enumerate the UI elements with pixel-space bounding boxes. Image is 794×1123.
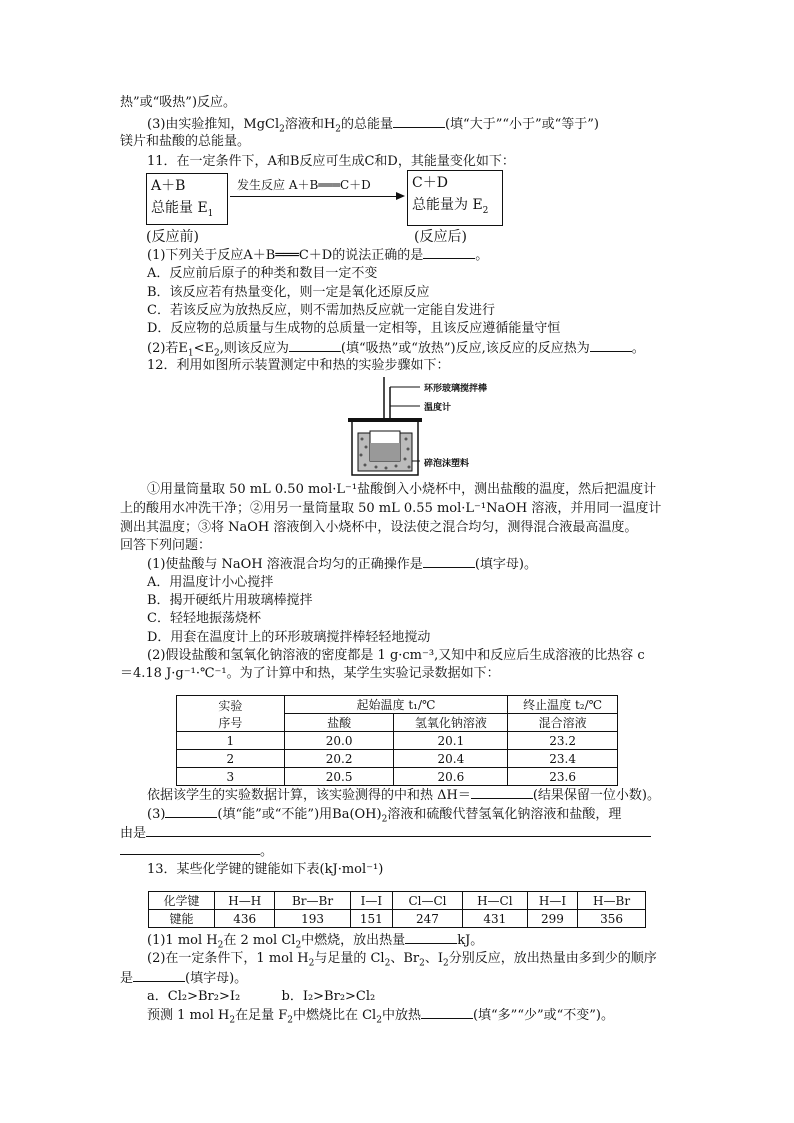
question-11-stem: 11．在一定条件下，A和B反应可生成C和D，其能量变化如下： (147, 154, 515, 169)
table-row: 1 20.0 20.1 23.2 (177, 732, 618, 750)
table-row: 3 20.5 20.6 23.6 (177, 768, 618, 786)
q12-option-a: A．用温度计小心搅拌 (147, 575, 274, 590)
procedure-line-4: 回答下列问题： (120, 538, 212, 553)
table-row: 键能 436 193 151 247 431 299 356 (149, 910, 646, 928)
products-box: C＋D 总能量为 $E_2$ (407, 170, 503, 226)
table-row: 2 20.2 20.4 23.4 (177, 750, 618, 768)
procedure-line-3: 测出其温度；③将 NaOH 溶液倒入小烧杯中，设法使之混合均匀，测得混合液最高温度。 (120, 520, 638, 535)
label-foam: 碎泡沫塑料 (424, 459, 470, 469)
temperature-table (176, 695, 618, 786)
question-10-part3: (3)由实验推知，MgCl$_2$溶液和$H_2$的总能量 (填“大于”“小于”或“等于”) (147, 117, 600, 135)
q13-options: a．Cl₂>Br₂>I₂ b．I₂>Br₂>Cl₂ (147, 989, 376, 1004)
procedure-line-2: 上的酸用水冲洗干净；②用另一量筒量取 50 mL 0.55 mol·L⁻¹NaOH 溶液，并用同一温度计 (120, 501, 662, 516)
q11-option-a: A．反应前后原子的种类和数目一定不变 (147, 266, 378, 281)
line-3: 镁片和盐酸的总能量。 (120, 134, 251, 149)
question-12-part2-cont: ＝4.18 J·g⁻¹·℃⁻¹。为了计算中和热，某学生实验记录数据如下： (120, 666, 500, 681)
question-13-part3: 预测 1 mol $H_2$在足量 $F_2$中燃烧比在 $Cl_2$中放热 (填“多”“少”或“不变”)。 (147, 1008, 614, 1026)
header-mix: 混合溶液 (508, 714, 618, 732)
label-thermometer: 温度计 (424, 403, 452, 413)
reactants-caption: (反应前) (146, 229, 199, 245)
q11-option-c: C．若该反应为放热反应，则不需加热反应就一定能自发进行 (147, 303, 495, 318)
reactants-box: A＋B 总能量 $E_1$ (146, 173, 228, 225)
q12-option-c: C．轻轻地振荡烧杯 (147, 611, 261, 626)
line-1: 热”或“吸热”)反应。 (120, 95, 237, 110)
question-12-stem: 12．利用如图所示装置测定中和热的实验步骤如下： (147, 358, 450, 373)
bond-energy-table (148, 891, 646, 928)
header-naoh: 氢氧化钠溶液 (394, 714, 508, 732)
arrow-head-icon (396, 192, 405, 200)
products-caption: (反应后) (414, 229, 467, 245)
question-13-part1: (1)1 mol $H_2$在 2 mol $Cl_2$中燃烧，放出热量 kJ。 (147, 933, 484, 951)
q11-option-d: D．反应物的总质量与生成物的总质量一定相等，且该反应遵循能量守恒 (147, 321, 561, 336)
question-11-part1: (1)下列关于反应A＋B═══C＋D的说法正确的是 。 (147, 248, 489, 263)
q11-option-b: B．该反应若有热量变化，则一定是氧化还原反应 (147, 285, 430, 300)
procedure-line-1: ①用量筒量取 50 mL 0.50 mol·L⁻¹盐酸倒入小烧杯中，测出盐酸的温度，然后把温度计 (147, 482, 657, 497)
header-end-temp: 终止温度 t₂/℃ (508, 696, 618, 714)
question-13-stem: 13．某些化学键的键能如下表(kJ·mol⁻¹) (147, 862, 384, 877)
question-13-part2-cont: 是 (填字母)。 (120, 971, 248, 986)
question-12-reason-cont: 。 (120, 842, 273, 861)
q12-option-d: D．用套在温度计上的环形玻璃搅拌棒轻轻地搅动 (147, 630, 431, 645)
question-12-reason: 由是 (120, 824, 651, 843)
header-start-temp: 起始温度 t₁/℃ (284, 696, 508, 714)
reaction-arrow-label: 发生反应 A＋B═══C＋D (237, 178, 371, 192)
question-13-part2: (2)在一定条件下，1 mol $H_2$与足量的 $Cl_2$、$Br_2$、$I_2$分别反应，放出热量由多到少的顺序 (147, 951, 657, 969)
header-exp: 实验 序号 (177, 696, 285, 732)
question-12-part1: (1)使盐酸与 NaOH 溶液混合均匀的正确操作是 (填字母)。 (147, 557, 537, 572)
table-row: 化学键 H—H Br—Br I—I Cl—Cl H—Cl H—I H—Br (149, 892, 646, 910)
header-hcl: 盐酸 (284, 714, 394, 732)
q12-option-b: B．揭开硬纸片用玻璃棒搅拌 (147, 593, 313, 608)
label-stirrer: 环形玻璃搅拌棒 (424, 384, 488, 394)
question-12-part2: (2)假设盐酸和氢氧化钠溶液的密度都是 1 g·cm⁻³,又知中和反应后生成溶液的比热容 c (147, 648, 645, 663)
question-12-part3: (3) (填“能”或“不能”)用$Ba(OH)_2$溶液和硫酸代替氢氧化钠溶液和盐酸，理 (147, 807, 622, 825)
calorimeter-apparatus (348, 375, 428, 481)
question-11-part2: (2)若$E_1<E_2$,则该反应为 (填“吸热”或“放热”)反应,该反应的反应热为 。 (147, 341, 645, 359)
question-12-result: 依据该学生的实验数据计算，该实验测得的中和热 ΔH＝ (结果保留一位小数)。 (147, 788, 661, 803)
reaction-arrow (230, 196, 397, 197)
